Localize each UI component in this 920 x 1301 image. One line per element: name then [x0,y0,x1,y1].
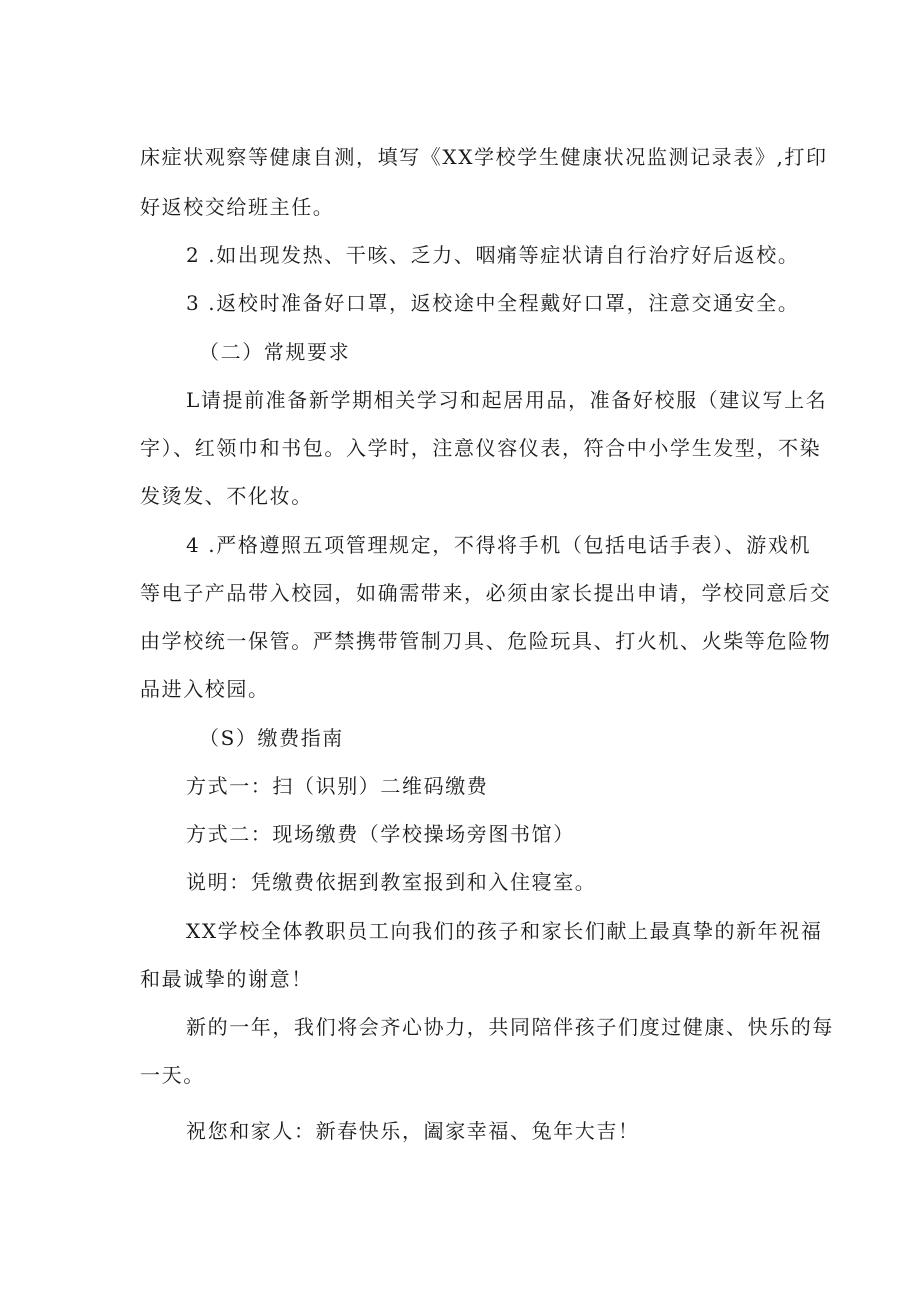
closing-greeting: 祝您和家人：新春快乐，阖家幸福、兔年大吉！ [186,1119,640,1143]
text-line-1: 床症状观察等健康自测，填写《XX学校学生健康状况监测记录表》,打印 [140,145,828,169]
section-heading-regular-requirements: （二）常规要求 [199,340,351,364]
text-line-12: 品进入校园。 [140,677,270,701]
text-line-6: L请提前准备新学期相关学习和起居用品，准备好校服（建议写上名 [186,388,828,412]
text-line-3: 2 .如出现发热、干咳、乏力、咽痛等症状请自行治疗好后返校。 [186,243,800,267]
text-line-16: 说明：凭缴费依据到教室报到和入住寝室。 [186,870,597,894]
section-heading-payment-guide: （S）缴费指南 [199,726,344,750]
text-line-19: 新的一年，我们将会齐心协力，共同陪伴孩子们度过健康、快乐的每 [186,1015,834,1039]
text-line-11: 由学校统一保管。严禁携带管制刀具、危险玩具、打火机、火柴等危险物 [140,629,832,653]
text-line-8: 发烫发、不化妆。 [140,484,313,508]
text-line-14: 方式一：扫（识别）二维码缴费 [186,774,489,798]
text-line-4: 3 .返校时准备好口罩，返校途中全程戴好口罩，注意交通安全。 [186,291,800,315]
text-line-15: 方式二：现场缴费（学校操场旁图书馆） [186,822,575,846]
text-line-17: XX学校全体教职员工向我们的孩子和家长们献上最真挚的新年祝福 [186,919,823,943]
text-line-9: 4 .严格遵照五项管理规定，不得将手机（包括电话手表）、游戏机 [186,533,812,557]
text-line-20: 一天。 [140,1063,205,1087]
text-line-10: 等电子产品带入校园，如确需带来，必须由家长提出申请，学校同意后交 [140,581,832,605]
text-line-7: 字）、红领巾和书包。入学时，注意仪容仪表，符合中小学生发型，不染 [140,436,822,460]
text-line-18: 和最诚挚的谢意！ [140,967,313,991]
text-line-2: 好返校交给班主任。 [140,195,335,219]
